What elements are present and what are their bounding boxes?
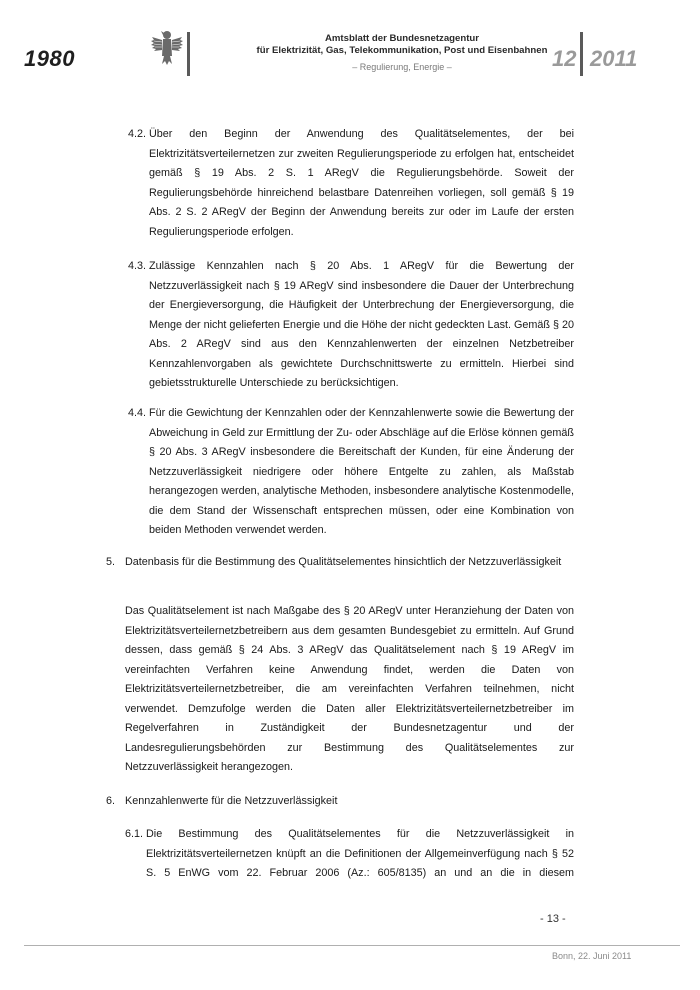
header-divider-right (580, 32, 583, 76)
section-5-heading (106, 553, 574, 573)
section-heading: Kennzahlenwerte für die Netzzuverlässigkeit (125, 795, 338, 807)
page-number: - 13 - (540, 913, 566, 925)
section-6-1 (125, 825, 574, 884)
journal-title (196, 33, 608, 57)
section-text: Über den Beginn der Anwendung des Qualitätselementes, der bei Elektrizitätsverteilernetzen zur zweiten Regulierungsperiode zu erfolgen hat, entscheidet gemäß § 19 Abs. 2 S. 1 ARegV die Regulierungsbehörde. Soweit der Regulierungsbehörde hinreichend belastbare Datenreihen vorliegen, soll gemäß § 19 Abs. 2 S. 2 ARegV der Beginn der Anwendung bereits zur oder im Laufe der ersten Regulierungsperiode erfolgen. (149, 128, 574, 238)
section-number: 4.4. (128, 407, 147, 419)
section-heading: Datenbasis für die Bestimmung des Qualitätselementes hinsichtlich der Netzzuverlässigkeit (125, 556, 562, 568)
section-4-4 (128, 404, 574, 541)
section-4-2 (128, 125, 574, 242)
section-number: 6.1. (125, 828, 144, 840)
journal-title-line1: Amtsblatt der Bundesnetzagentur (324, 33, 480, 44)
section-4-3 (128, 257, 574, 394)
section-number: 5. (106, 556, 116, 568)
section-5-body (125, 602, 574, 778)
journal-subtitle: – Regulierung, Energie – (352, 62, 452, 72)
issue-number: 1980 (24, 46, 75, 71)
issue: 12 (552, 46, 577, 71)
place-date: Bonn, 22. Juni 2011 (552, 951, 632, 961)
federal-eagle-icon (150, 28, 184, 68)
year: 2011 (590, 46, 638, 71)
section-text: Das Qualitätselement ist nach Maßgabe des § 20 ARegV unter Heranziehung der Daten von Elektrizitätsverteilernetzbetreibern aus dem gesamten Bundesgebiet zu ermitteln. Auf Grund dessen, dass gemäß § 24 Abs. 3 ARegV das Qualitätselement nach § 19 ARegV im vereinfachten Verfahren keine Anwendung findet, werden die Daten von Elektrizitätsverteilernetzbetreiber, die am vereinfachten Verfahren teilnehmen, nicht verwendet. Demzufolge werden die Daten aller Elektrizitätsverteilernetzbetreiber im Regelverfahren in Zuständigkeit der Bundesnetzagentur und der Landesregulierungsbehörden zur Bestimmung des Qualitätselementes zur Netzzuverlässigkeit herangezogen. (125, 605, 574, 773)
journal-title-line2: für Elektrizität, Gas, Telekommunikation, Post und Eisenbahnen (256, 45, 548, 56)
section-number: 4.2. (128, 128, 147, 140)
section-number: 6. (106, 795, 116, 807)
footer-divider (24, 945, 680, 946)
section-number: 4.3. (128, 260, 147, 272)
section-text: Die Bestimmung des Qualitätselementes für die Netzzuverlässigkeit in Elektrizitätsverteilernetzen knüpft an die Definitionen der Allgemeinverfügung nach § 52 S. 5 EnWG vom 22. Februar 2006 (Az.: 605/8135) an und an die in diesem (146, 828, 574, 879)
section-text: Für die Gewichtung der Kennzahlen oder der Kennzahlenwerte sowie die Bewertung der Abweichung in Geld zur Ermittlung der Zu- oder Abschläge auf die Erlöse können gemäß § 20 Abs. 3 ARegV insbesondere die Bereitschaft der Kunden, für eine Änderung der Netzzuverlässigkeit niedrigere oder höhere Entgelte zu zahlen, als Maßstab herangezogen werden, analytische Methoden, insbesondere analytische Kostenmodelle, die dem Stand der Wissenschaft entsprechen müssen, oder eine Kombination von beiden Methoden verwendet werden. (149, 407, 574, 536)
section-6-heading (106, 792, 574, 812)
header-divider-left (187, 32, 190, 76)
section-text: Zulässige Kennzahlen nach § 20 Abs. 1 ARegV für die Bewertung der Netzzuverlässigkeit nach § 19 ARegV sind insbesondere die Dauer der Unterbrechung der Energieversorgung, die Häufigkeit der Unterbrechung der Energieversorgung, die Menge der nicht gelieferten Energie und die Höhe der nicht gedeckten Last. Gemäß § 20 Abs. 2 ARegV sind aus den Kennzahlenwerten der einzelnen Netzbetreiber Kennzahlenvorgaben als gewichtete Durchschnittswerte zu ermitteln. Hierbei sind gebietsstrukturelle Unterschiede zu berücksichtigen. (149, 260, 574, 389)
